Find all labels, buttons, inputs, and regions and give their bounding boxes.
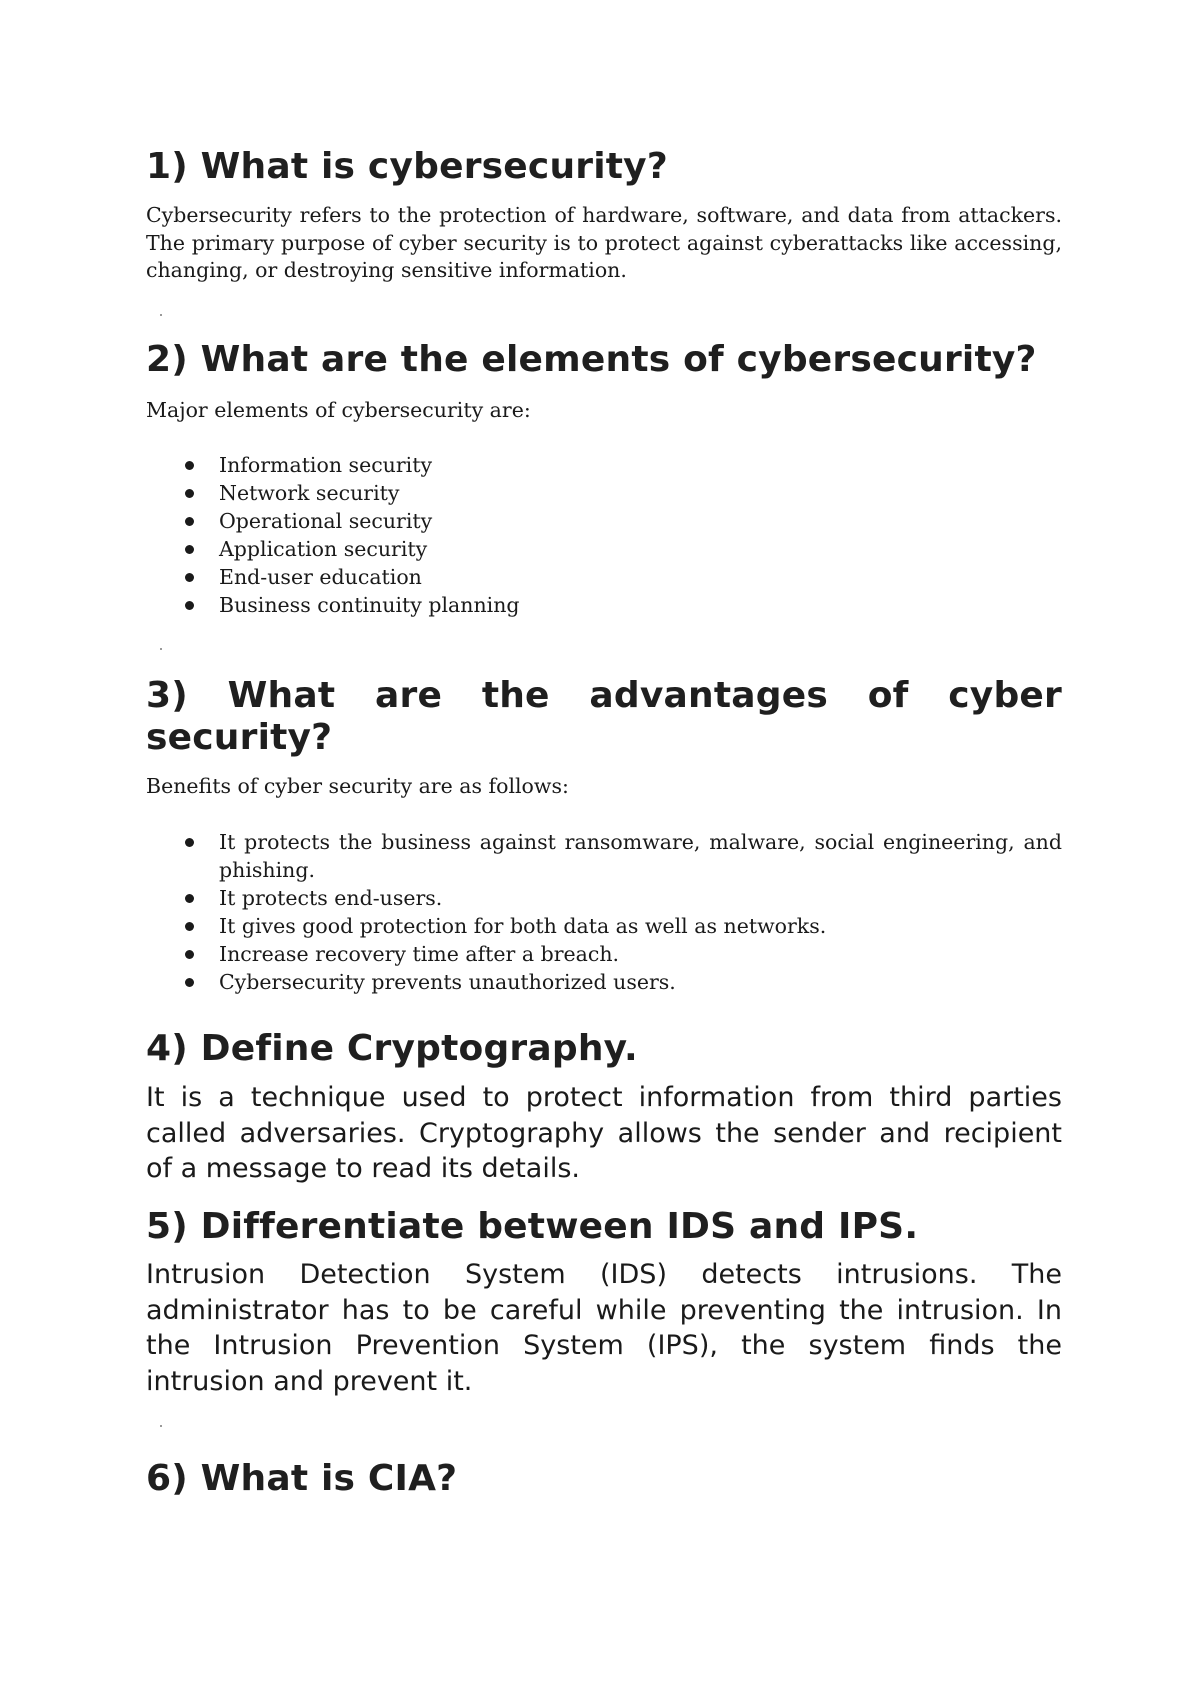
section-5-heading: 5) Differentiate between IDS and IPS. [146, 1206, 919, 1247]
bullet-icon [185, 838, 194, 847]
bullet-icon [185, 573, 194, 582]
section-2-heading: 2) What are the elements of cybersecurity? [146, 339, 1037, 380]
section-1-heading: 1) What is cybersecurity? [146, 146, 668, 187]
bullet-icon [185, 461, 194, 470]
section-3-intro: Benefits of cyber security are as follows: [146, 774, 569, 798]
list-item: Network security [146, 479, 1062, 507]
list-item: It protects the business against ransomware, malware, social engineering, and phishing. [146, 828, 1062, 884]
section-4-body: It is a technique used to protect information from third parties called adversaries. Cryptography allows the sender and recipient of a message to read its details. [146, 1082, 1062, 1184]
list-item: Operational security [146, 507, 1062, 535]
list-item: It gives good protection for both data as well as networks. [146, 912, 1062, 940]
artifact-dot [160, 1425, 162, 1427]
list-item: End-user education [146, 563, 1062, 591]
bullet-icon [185, 950, 194, 959]
bullet-icon [185, 545, 194, 554]
bullet-icon [185, 601, 194, 610]
list-item: Cybersecurity prevents unauthorized users. [146, 968, 1062, 996]
list-item: Application security [146, 535, 1062, 563]
section-2-intro: Major elements of cybersecurity are: [146, 398, 531, 422]
list-item: It protects end-users. [146, 884, 1062, 912]
artifact-dot [160, 648, 162, 650]
bullet-icon [185, 489, 194, 498]
bullet-icon [185, 978, 194, 987]
list-item: Business continuity planning [146, 591, 1062, 619]
section-2-list [146, 451, 1062, 619]
artifact-dot [160, 314, 162, 316]
bullet-icon [185, 894, 194, 903]
section-1-body: Cybersecurity refers to the protection of hardware, software, and data from attackers. The primary purpose of cyber security is to protect against cyberattacks like accessing, changing, or destroying sensitive information. [146, 203, 1062, 282]
list-item: Increase recovery time after a breach. [146, 940, 1062, 968]
section-4-heading: 4) Define Cryptography. [146, 1028, 638, 1069]
bullet-icon [185, 517, 194, 526]
section-5-body: Intrusion Detection System (IDS) detects intrusions. The administrator has to be careful while preventing the intrusion. In the Intrusion Prevention System (IPS), the system finds the intrusion and prevent it. [146, 1259, 1062, 1397]
bullet-icon [185, 922, 194, 931]
section-6-heading: 6) What is CIA? [146, 1458, 458, 1499]
section-3-heading: 3) What are the advantages of cyber security? [146, 675, 1062, 758]
section-3-list [146, 828, 1062, 996]
list-item: Information security [146, 451, 1062, 479]
